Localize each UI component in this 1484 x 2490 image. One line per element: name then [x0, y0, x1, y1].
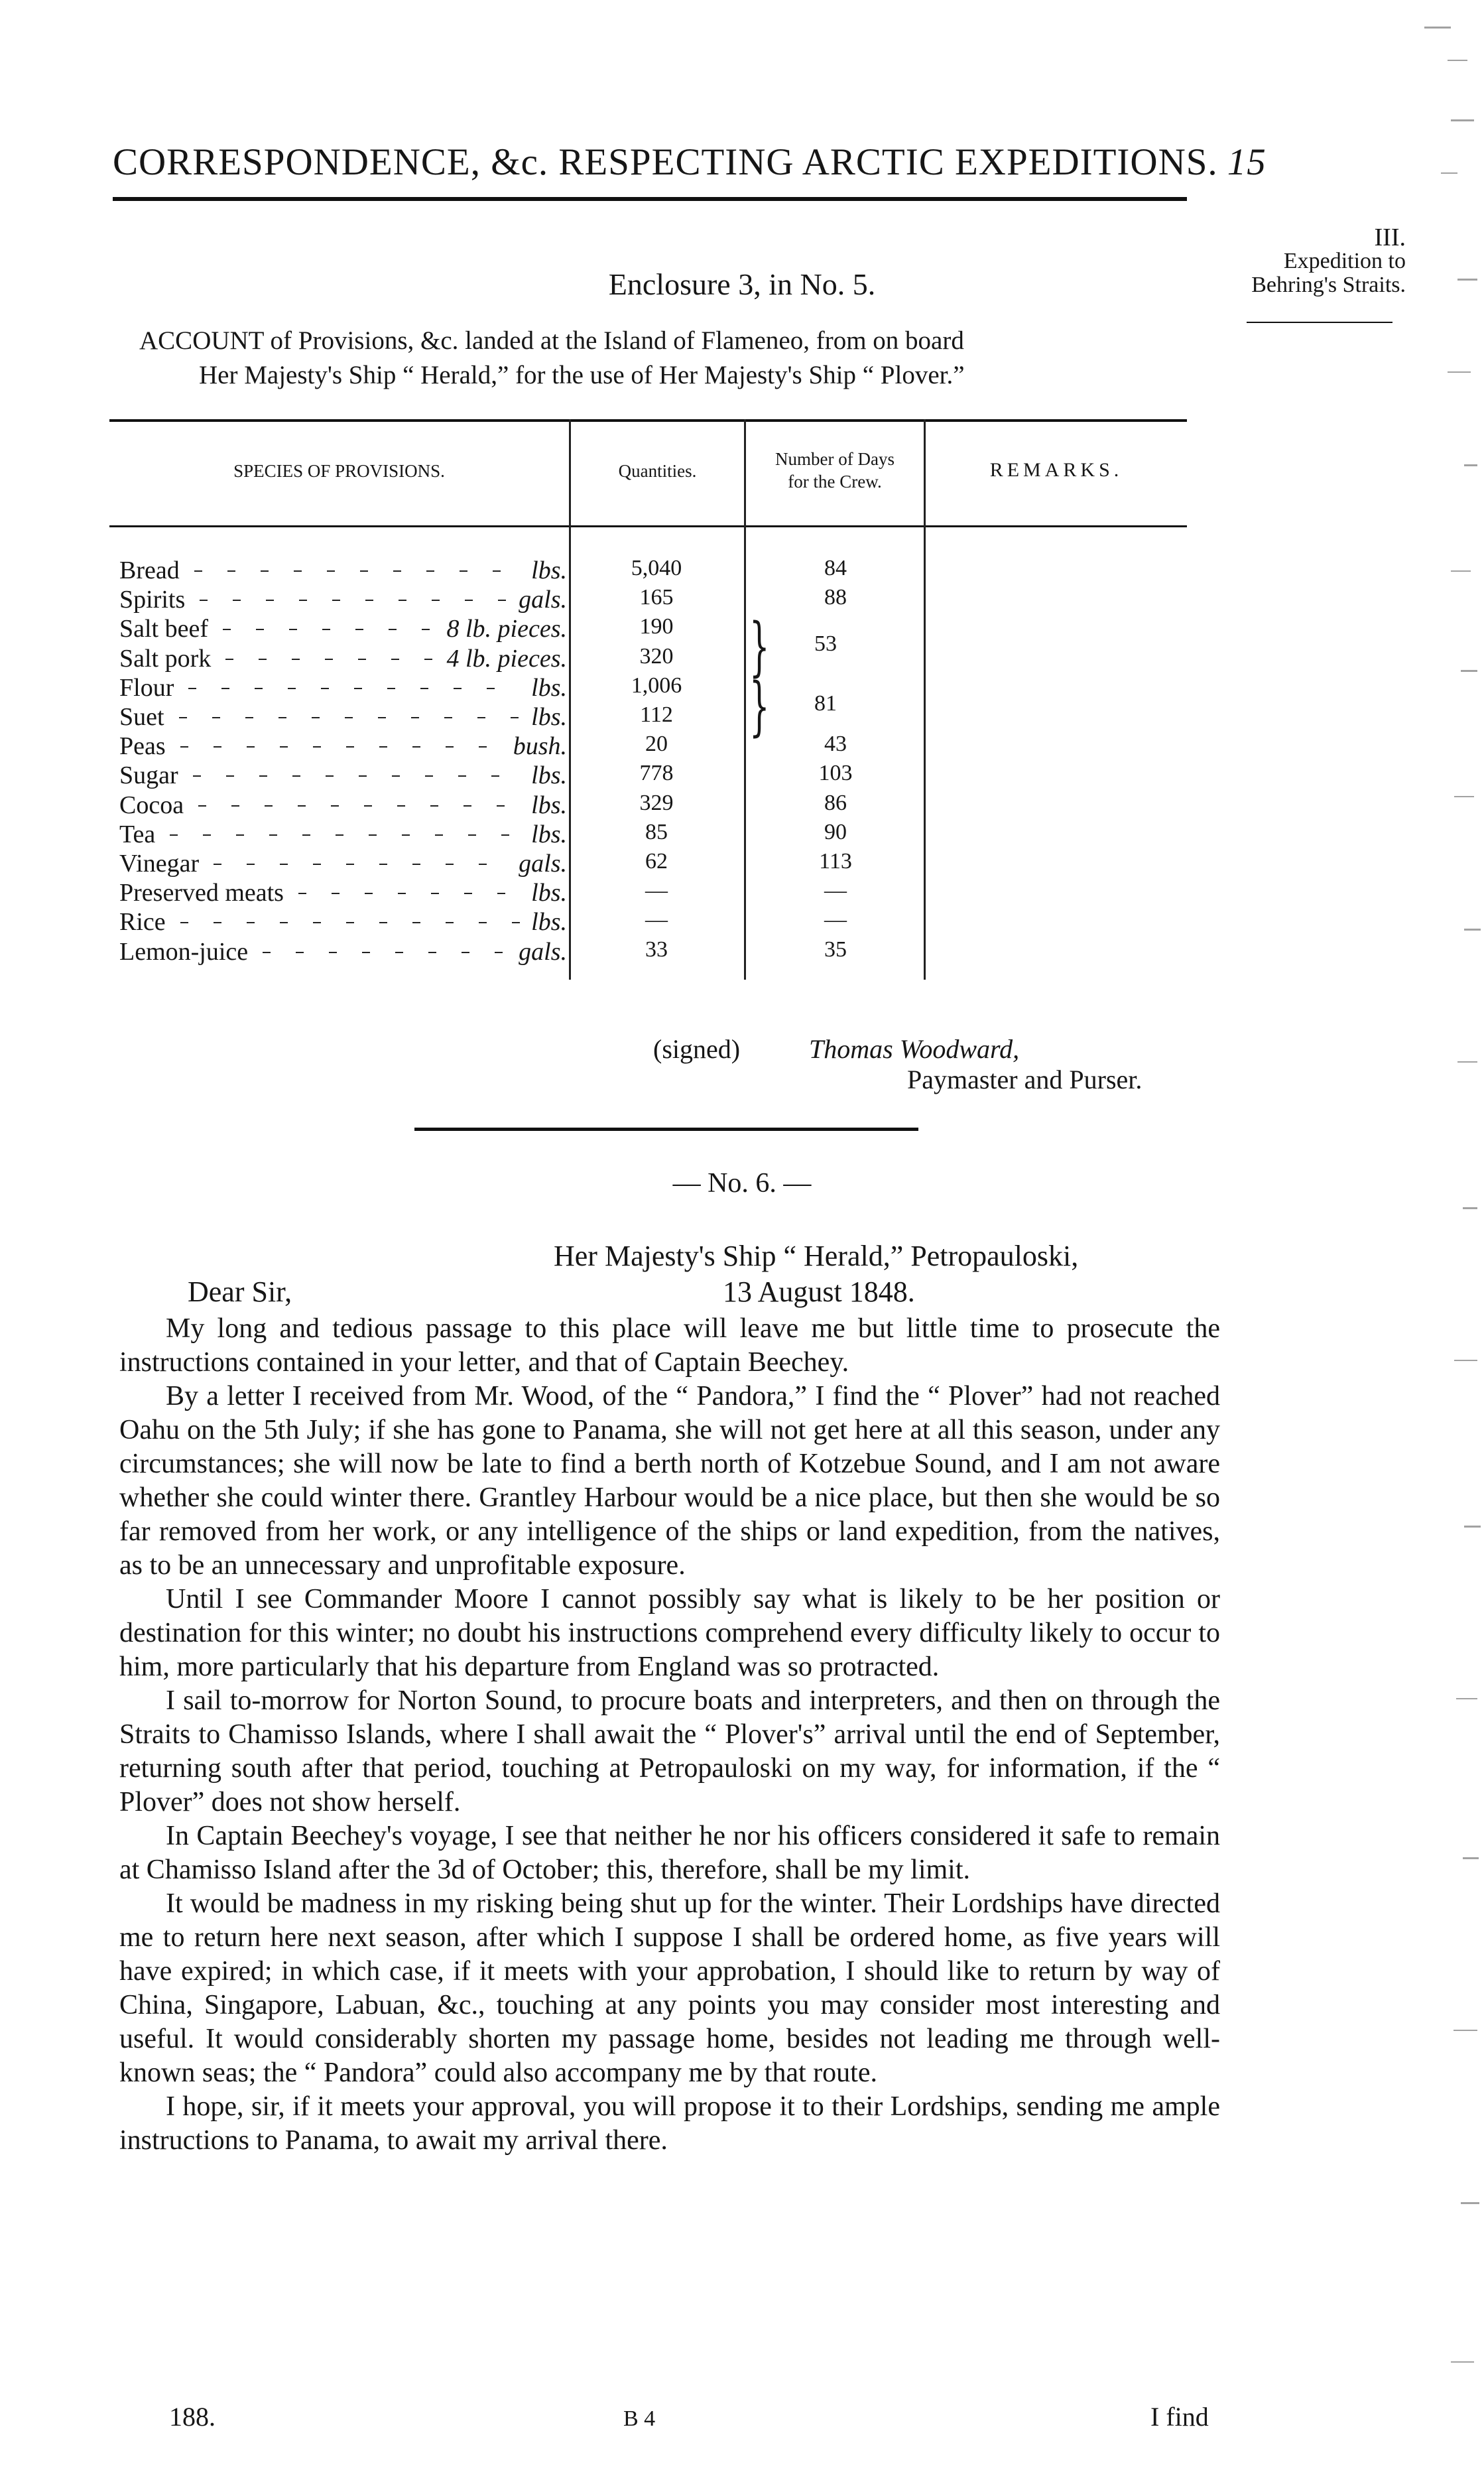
signatory-title: Paymaster and Purser. — [907, 1065, 1143, 1094]
table-row — [119, 820, 567, 849]
leader-dash — [325, 659, 333, 660]
leader-dash — [379, 746, 387, 748]
leader-dash — [278, 717, 286, 718]
letter-paragraph-2: By a letter I received from Mr. Wood, of the “ Pandora,” I find the “ Plover” had not reached Oahu on the 5th July; if she has gone to Panama, she will not get here at all this season, under any circumstances; she will now be late to find a berth north of Kotzebue Sound, and I am not aware whether she could winter there. Grantley Harbour would be a nice place, but then she would be so far removed from her work, or any intelligence of the ships or land expedition, from the natives, as to be an unnecessary and unprofitable exposure. — [119, 1381, 1220, 1581]
letter-date: 13 August 1848. — [723, 1276, 915, 1308]
leader-dash — [493, 570, 501, 572]
leader-dash — [346, 922, 354, 923]
leader-dash — [444, 717, 452, 718]
leader-dash — [497, 893, 505, 894]
header-remarks: REMARKS. — [989, 459, 1123, 481]
leader-dash — [179, 717, 187, 718]
leader-dash — [365, 893, 373, 894]
leader-dash — [358, 659, 366, 660]
leader-dash — [477, 717, 485, 718]
leader-dash — [299, 600, 307, 601]
leader-dash — [329, 952, 337, 953]
leader-dash — [288, 688, 296, 689]
leader-dash — [432, 600, 440, 601]
leader-dash — [364, 805, 372, 807]
provision-name: Lemon-juice — [119, 937, 249, 966]
letter-paragraph-1: My long and tedious passage to this place will leave me but little time to prosecute the instructions contained in your letter, and that of Captain Beechey. — [119, 1313, 1220, 1378]
leader-dash — [465, 600, 473, 601]
leader-dash — [214, 746, 221, 748]
leader-dash — [369, 834, 377, 836]
letter-body — [119, 1312, 1220, 2158]
leader-dash — [214, 864, 221, 865]
brace-salt-meat: } — [749, 610, 770, 684]
footer-number: 188. — [169, 2402, 216, 2432]
leader-dash — [446, 922, 454, 923]
leader-dash — [479, 922, 487, 923]
provision-days: 90 — [824, 819, 847, 844]
leader-dash — [392, 775, 400, 777]
provision-quantity: 20 — [645, 732, 668, 757]
leader-dash — [497, 805, 505, 807]
account-line1: ACCOUNT of Provisions, &c. landed at the Island of Flameneo, from on board — [139, 326, 964, 355]
leader-dash — [247, 864, 255, 865]
provision-days: 86 — [824, 790, 847, 815]
leader-dash — [412, 922, 420, 923]
leader-dash — [362, 952, 370, 953]
leader-dash — [280, 864, 288, 865]
leader-dash — [491, 775, 499, 777]
leader-dash — [431, 893, 439, 894]
leader-dash — [265, 805, 273, 807]
leader-dash — [479, 746, 487, 748]
leader-dash — [395, 952, 403, 953]
leader-dash — [501, 834, 509, 836]
provision-name: Rice — [119, 908, 166, 937]
leader-dash — [294, 570, 302, 572]
leader-dash — [331, 805, 339, 807]
header-days — [746, 448, 924, 493]
leader-dash — [495, 952, 503, 953]
provision-name: Bread — [119, 557, 180, 584]
running-header — [113, 141, 1267, 184]
provision-name: Spirits — [119, 586, 186, 614]
provision-name: Suet — [119, 703, 164, 731]
leader-dash — [426, 570, 434, 572]
leader-dash — [296, 952, 304, 953]
table-row — [119, 556, 567, 585]
grouped-days-flour-suet: 81 — [814, 691, 837, 716]
leader-dash — [259, 775, 267, 777]
provision-name: Preserved meats — [119, 879, 284, 907]
leader-dash — [233, 600, 241, 601]
header-species: SPECIES OF PROVISIONS. — [233, 461, 445, 481]
provision-unit: gals. — [519, 937, 567, 966]
provision-days: 113 — [819, 849, 852, 874]
provision-unit: lbs. — [531, 879, 567, 907]
table-row — [119, 937, 567, 966]
leader-dash — [223, 629, 231, 630]
leader-dash — [460, 570, 467, 572]
provision-name: Salt beef — [119, 615, 209, 643]
leader-dash — [424, 659, 432, 660]
leader-dash — [313, 922, 321, 923]
leader-dash — [399, 600, 406, 601]
leader-dash — [422, 629, 430, 630]
margin-note-line1: Expedition to — [1283, 249, 1406, 273]
leader-dash — [221, 688, 229, 689]
leader-dash — [354, 688, 362, 689]
leader-dash — [322, 629, 330, 630]
provision-quantity: 778 — [639, 761, 674, 786]
provision-quantity: 5,040 — [631, 556, 682, 580]
leader-dash — [280, 922, 288, 923]
table-row — [119, 907, 567, 937]
leader-dash — [266, 600, 274, 601]
leader-dash — [332, 600, 340, 601]
provision-days: 84 — [824, 556, 847, 580]
provision-days: 103 — [818, 761, 853, 786]
leader-dash — [412, 746, 420, 748]
leader-dash — [225, 659, 233, 660]
enclosure-heading: Enclosure 3, in No. 5. — [608, 267, 876, 301]
leader-dash — [512, 922, 520, 923]
provision-unit: lbs. — [531, 791, 567, 819]
leader-dash — [346, 746, 354, 748]
provision-name: Salt pork — [119, 644, 212, 673]
leader-dash — [212, 717, 220, 718]
account-line2: Her Majesty's Ship “ Herald,” for the use of Her Majesty's Ship “ Plover.” — [199, 361, 965, 389]
leader-dash — [289, 629, 297, 630]
leader-dash — [428, 952, 436, 953]
leader-dash — [336, 834, 343, 836]
signatory-name: Thomas Woodward, — [809, 1034, 1020, 1064]
margin-note-rule — [1247, 322, 1392, 323]
leader-dash — [247, 746, 255, 748]
provision-name: Peas — [119, 732, 166, 761]
leader-dash — [397, 805, 405, 807]
footer-signature-mark: B 4 — [623, 2406, 656, 2431]
scan-edge-noise — [1385, 0, 1484, 2490]
leader-dash — [379, 864, 387, 865]
leader-dash — [387, 688, 395, 689]
leader-dash — [245, 717, 253, 718]
leader-dash — [425, 775, 433, 777]
leader-dash — [180, 746, 188, 748]
signed-label: (signed) — [653, 1034, 741, 1064]
footer-catchword: I find — [1150, 2402, 1209, 2432]
table-row — [119, 761, 567, 790]
leader-dash — [393, 570, 401, 572]
provision-quantity: 33 — [645, 937, 668, 962]
account-title — [139, 324, 1187, 393]
letter-paragraph-7: I hope, sir, if it meets your approval, you will propose it to their Lordships, sending me ample instructions to Panama, to await my arrival there. — [119, 2091, 1220, 2156]
provision-name: Flour — [119, 673, 174, 702]
letter-paragraph-5: In Captain Beechey's voyage, I see that neither he nor his officers considered it safe to remain at Chamisso Island after the 3d of October; this, therefore, shall be my limit. — [119, 1821, 1220, 1885]
leader-dash — [332, 893, 340, 894]
leader-dash — [498, 600, 506, 601]
margin-section-number: III. — [1374, 224, 1406, 251]
leader-dash — [365, 600, 373, 601]
provision-days: 43 — [824, 732, 847, 757]
provision-unit: gals. — [519, 850, 567, 878]
letter-address: Her Majesty's Ship “ Herald,” Petropauloski, — [554, 1240, 1079, 1272]
leader-dash — [420, 688, 428, 689]
provision-name: Tea — [119, 820, 156, 848]
table-row — [119, 791, 567, 820]
provision-quantity: 329 — [639, 790, 674, 815]
header-days-line1: Number of Days — [775, 449, 895, 469]
provision-unit: 4 lb. pieces. — [446, 644, 567, 673]
leader-dash — [261, 570, 269, 572]
leader-dash — [379, 922, 387, 923]
leader-dash — [462, 952, 469, 953]
leader-dash — [180, 922, 188, 923]
provision-unit: lbs. — [531, 908, 567, 937]
provision-days: 88 — [824, 585, 847, 610]
letter-number-heading: — No. 6. — — [672, 1168, 812, 1199]
provision-name: Cocoa — [119, 791, 184, 819]
leader-dash — [411, 717, 419, 718]
table-header-rule — [109, 525, 1187, 527]
leader-dash — [479, 864, 487, 865]
header-quantities: Quantities. — [618, 461, 697, 481]
leader-dash — [255, 688, 263, 689]
leader-dash — [292, 659, 300, 660]
provision-quantity: 62 — [645, 849, 668, 874]
provision-unit: gals. — [519, 586, 567, 614]
provision-quantity: 165 — [639, 585, 674, 610]
table-top-rule — [109, 419, 1187, 422]
leader-dash — [231, 805, 239, 807]
leader-dash — [430, 805, 438, 807]
leader-dash — [312, 717, 320, 718]
table-row — [119, 702, 567, 732]
leader-dash — [355, 629, 363, 630]
leader-dash — [321, 688, 329, 689]
leader-dash — [298, 805, 306, 807]
leader-dash — [193, 775, 201, 777]
provision-unit: lbs. — [531, 673, 567, 702]
leader-dash — [326, 775, 334, 777]
table-row — [119, 732, 567, 761]
leader-dash — [446, 746, 454, 748]
leader-dash — [247, 922, 255, 923]
grouped-days-salt-meat: 53 — [814, 631, 837, 656]
leader-dash — [327, 570, 335, 572]
provision-name: Vinegar — [119, 850, 200, 878]
table-divider-3 — [924, 419, 926, 980]
table-row — [119, 614, 567, 643]
leader-dash — [464, 893, 472, 894]
margin-note-line2: Behring's Straits. — [1251, 273, 1406, 297]
leader-dash — [454, 688, 462, 689]
provision-unit: bush. — [513, 732, 567, 761]
leader-dash — [292, 775, 300, 777]
brace-flour-suet: } — [749, 669, 770, 744]
leader-dash — [200, 600, 208, 601]
provision-unit: lbs. — [531, 761, 567, 790]
leader-dash — [302, 834, 310, 836]
leader-dash — [263, 952, 271, 953]
section-divider-rule — [414, 1128, 918, 1131]
leader-dash — [298, 893, 306, 894]
table-row — [119, 673, 567, 702]
leader-dash — [402, 834, 410, 836]
leader-dash — [398, 893, 406, 894]
leader-dash — [170, 834, 178, 836]
leader-dash — [345, 717, 353, 718]
leader-dash — [464, 805, 471, 807]
leader-dash — [511, 717, 519, 718]
provision-quantity: — — [645, 907, 668, 933]
provision-days: 35 — [824, 937, 847, 962]
leader-dash — [359, 775, 367, 777]
provision-unit: lbs. — [531, 703, 567, 731]
leader-dash — [227, 570, 235, 572]
table-row — [119, 878, 567, 907]
leader-dash — [280, 746, 288, 748]
provision-quantity: 1,006 — [631, 673, 682, 698]
leader-dash — [378, 717, 386, 718]
provision-quantity: 112 — [640, 702, 673, 727]
letter-paragraph-4: I sail to-morrow for Norton Sound, to procure boats and interpreters, and then on through the Straits to Chamisso Islands, where I shall await the “ Plover's” arrival until the end of September, returning south after that period, touching at Petropauloski on my way, for information, if the “ Plover” does not show herself. — [119, 1685, 1220, 1817]
table-row — [119, 644, 567, 673]
leader-dash — [269, 834, 277, 836]
leader-dash — [458, 775, 466, 777]
leader-dash — [256, 629, 264, 630]
leader-dash — [188, 688, 196, 689]
letter-paragraph-3: Until I see Commander Moore I cannot possibly say what is likely to be her position or destination for this winter; no doubt his instructions comprehend every difficulty likely to occur to him, more particularly that his departure from England was so protracted. — [119, 1584, 1220, 1682]
leader-dash — [412, 864, 420, 865]
table-divider-1 — [569, 419, 571, 980]
provision-unit: lbs. — [531, 557, 567, 584]
leader-dash — [313, 864, 321, 865]
leader-dash — [198, 805, 206, 807]
provision-quantity: 320 — [639, 643, 674, 669]
leader-dash — [236, 834, 244, 836]
table-row — [119, 849, 567, 878]
letter-salutation: Dear Sir, — [188, 1276, 292, 1308]
leader-dash — [487, 688, 495, 689]
provision-name: Sugar — [119, 761, 178, 790]
header-days-line2: for the Crew. — [788, 472, 882, 491]
leader-dash — [313, 746, 321, 748]
leader-dash — [214, 922, 221, 923]
leader-dash — [435, 834, 443, 836]
table-row — [119, 585, 567, 614]
leader-dash — [203, 834, 211, 836]
provision-unit: lbs. — [531, 820, 567, 848]
provision-days: — — [824, 907, 847, 933]
provision-days: — — [824, 878, 847, 903]
leader-dash — [259, 659, 267, 660]
leader-dash — [346, 864, 354, 865]
provision-quantity: 190 — [639, 614, 674, 639]
leader-dash — [360, 570, 368, 572]
provision-quantity: — — [645, 878, 668, 903]
leader-dash — [446, 864, 454, 865]
header-title: CORRESPONDENCE, &c. RESPECTING ARCTIC EXPEDITIONS. — [113, 141, 1218, 183]
header-rule — [113, 197, 1187, 201]
leader-dash — [194, 570, 202, 572]
provision-unit: 8 lb. pieces. — [446, 615, 567, 643]
provision-quantity: 85 — [645, 819, 668, 844]
leader-dash — [226, 775, 234, 777]
leader-dash — [468, 834, 476, 836]
leader-dash — [391, 659, 399, 660]
leader-dash — [389, 629, 397, 630]
page-number: 15 — [1227, 141, 1267, 183]
letter-paragraph-6: It would be madness in my risking being shut up for the winter. Their Lordships have directed me to return here next season, after which I suppose I shall be ordered home, as five years will have expired; in which case, if it meets with your approbation, I should like to return by way of China, Singapore, Labuan, &c., touching at any points you may consider most interesting and useful. It would considerably shorten my passage home, besides not leading me through well-known seas; the “ Pandora” could also accompany me by that route. — [119, 1888, 1220, 2088]
